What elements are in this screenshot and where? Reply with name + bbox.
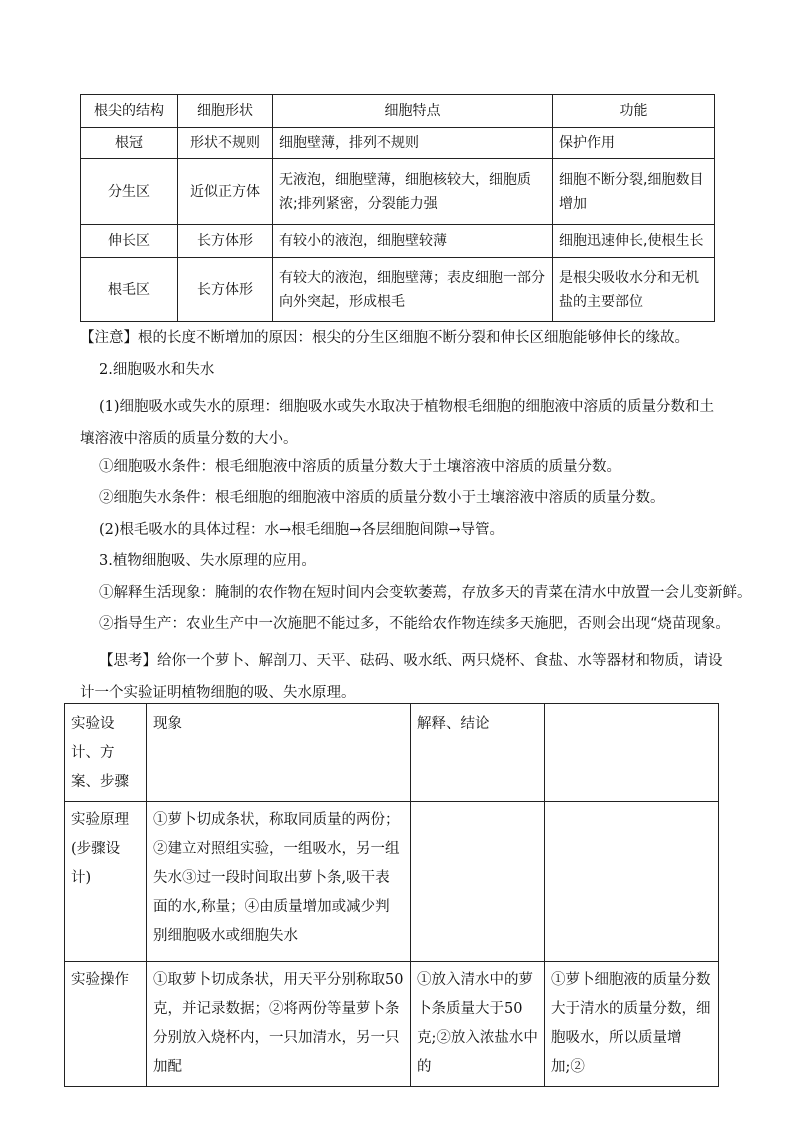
root-tip-structure-table <box>80 94 715 322</box>
table-header-cell: 细胞形状 <box>178 95 273 128</box>
section-heading: 3.植物细胞吸、失水原理的应用。 <box>99 553 316 569</box>
table-cell: 有较大的液泡，细胞壁薄；表皮细胞一部分向外突起，形成根毛 <box>273 258 553 322</box>
table-row <box>81 225 715 258</box>
table-cell: 无液泡，细胞壁薄，细胞核较大，细胞质浓;排列紧密，分裂能力强 <box>273 159 553 225</box>
table-cell <box>411 802 545 962</box>
table-cell <box>545 802 719 962</box>
table-row <box>65 962 719 1087</box>
table-cell: 长方体形 <box>178 225 273 258</box>
paragraph: ①细胞吸水条件：根毛细胞液中溶质的质量分数大于土壤溶液中溶质的质量分数。 <box>99 459 621 475</box>
table-cell: 实验操作 <box>65 962 147 1087</box>
table-cell: ①萝卜切成条状，称取同质量的两份；②建立对照组实验，一组吸水，另一组失水③过一段时间取出萝卜条,吸干表面的水,称量；④由质量增加或减少判别细胞吸水或细胞失水 <box>147 802 411 962</box>
table-cell: 近似正方体 <box>178 159 273 225</box>
table-cell: 伸长区 <box>81 225 178 258</box>
table-cell: 形状不规则 <box>178 128 273 159</box>
table-cell: 根毛区 <box>81 258 178 322</box>
paragraph: ①解释生活现象：腌制的农作物在短时间内会变软萎蔫，存放多天的青菜在清水中放置一会儿变新鲜。 <box>99 585 752 601</box>
table-header-cell: 现象 <box>147 704 411 802</box>
table-row <box>81 258 715 322</box>
table-header-cell: 实验设计、方案、步骤 <box>65 704 147 802</box>
table-cell: 有较小的液泡，细胞壁较薄 <box>273 225 553 258</box>
table-header-cell <box>545 704 719 802</box>
table-cell: ①萝卜细胞液的质量分数大于清水的质量分数，细胞吸水，所以质量增加;② <box>545 962 719 1087</box>
table-cell: 细胞不断分裂,细胞数目增加 <box>553 159 715 225</box>
table-cell: 根冠 <box>81 128 178 159</box>
table-cell: 细胞壁薄，排列不规则 <box>273 128 553 159</box>
table-cell: 分生区 <box>81 159 178 225</box>
table-row <box>81 128 715 159</box>
table-cell: 实验原理(步骤设计) <box>65 802 147 962</box>
paragraph: ②指导生产：农业生产中一次施肥不能过多，不能给农作物连续多天施肥，否则会出现“烧苗现象。 <box>99 616 730 632</box>
think-paragraph: 【思考】给你一个萝卜、解剖刀、天平、砝码、吸水纸、两只烧杯、食盐、水等器材和物质，请设计一个实验证明植物细胞的吸、失水原理。 <box>80 653 723 701</box>
table-header-row <box>81 95 715 128</box>
table-header-cell: 细胞特点 <box>273 95 553 128</box>
table-header-cell: 根尖的结构 <box>81 95 178 128</box>
paragraph: (2)根毛吸水的具体过程：水→根毛细胞→各层细胞间隙→导管。 <box>99 522 504 538</box>
table-header-row <box>65 704 719 802</box>
experiment-design-table <box>64 703 719 1087</box>
paragraph: ②细胞失水条件：根毛细胞的细胞液中溶质的质量分数小于土壤溶液中溶质的质量分数。 <box>99 490 665 506</box>
note-paragraph: 【注意】根的长度不断增加的原因：根尖的分生区细胞不断分裂和伸长区细胞能够伸长的缘故。 <box>80 330 689 346</box>
table-row <box>65 802 719 962</box>
table-cell: ①放入清水中的萝卜条质量大于50克;②放入浓盐水中的 <box>411 962 545 1087</box>
section-heading: 2.细胞吸水和失水 <box>99 362 215 378</box>
table-cell: 保护作用 <box>553 128 715 159</box>
table-cell: 长方体形 <box>178 258 273 322</box>
table-cell: 细胞迅速伸长,使根生长 <box>553 225 715 258</box>
table-row <box>81 159 715 225</box>
table-cell: 是根尖吸收水分和无机盐的主要部位 <box>553 258 715 322</box>
table-header-cell: 解释、结论 <box>411 704 545 802</box>
table-header-cell: 功能 <box>553 95 715 128</box>
paragraph: (1)细胞吸水或失水的原理：细胞吸水或失水取决于植物根毛细胞的细胞液中溶质的质量分数和土壤溶液中溶质的质量分数的大小。 <box>80 399 715 447</box>
table-cell: ①取萝卜切成条状，用天平分别称取50克，并记录数据；②将两份等量萝卜条分别放入烧杯内，一只加清水，另一只加配 <box>147 962 411 1087</box>
